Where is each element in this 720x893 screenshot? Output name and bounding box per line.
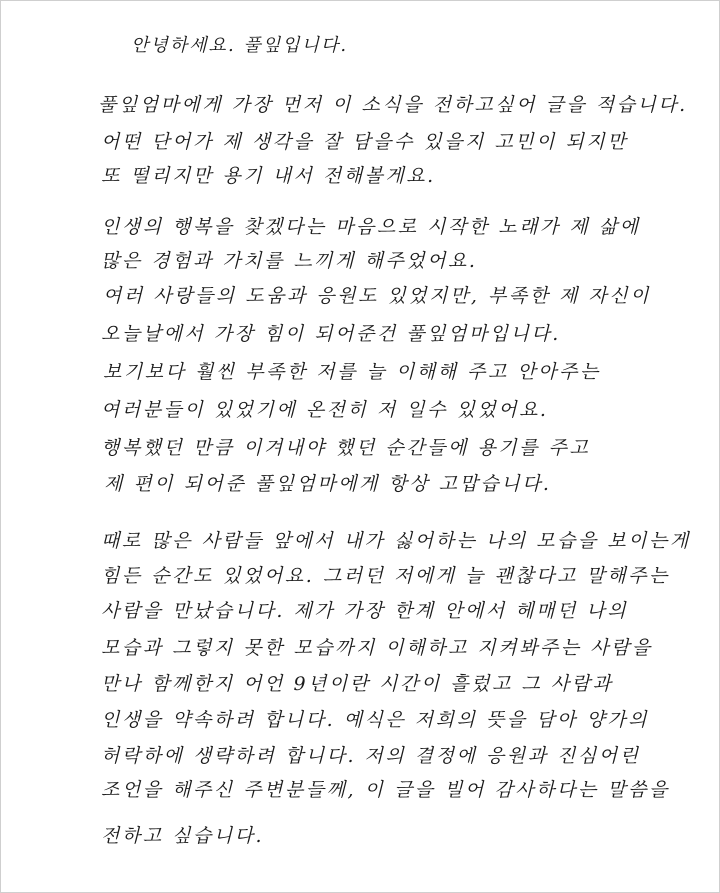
- paragraph-1-line: 풀잎엄마에게 가장 먼저 이 소식을 전하고싶어 글을 적습니다.: [98, 94, 688, 116]
- paragraph-1-line: 어떤 단어가 제 생각을 잘 담을수 있을지 고민이 되지만: [101, 131, 629, 153]
- paragraph-3-line: 인생을 약속하려 합니다. 예식은 저희의 뜻을 담아 양가의: [101, 709, 649, 731]
- paragraph-2-line: 인생의 행복을 찾겠다는 마음으로 시작한 노래가 제 삶에: [101, 216, 641, 238]
- paragraph-2-line: 보기보다 훨씬 부족한 저를 늘 이해해 주고 안아주는: [103, 361, 601, 383]
- paragraph-3-line: 만나 함께한지 어언 9년이란 시간이 흘렀고 그 사람과: [101, 673, 614, 695]
- paragraph-2-line: 오늘날에서 가장 힘이 되어준건 풀잎엄마입니다.: [101, 323, 561, 345]
- paragraph-2-line: 제 편이 되어준 풀잎엄마에게 항상 고맙습니다.: [104, 473, 552, 495]
- paragraph-3-line: 때로 많은 사람들 앞에서 내가 싫어하는 나의 모습을 보이는게: [101, 530, 691, 552]
- paragraph-2-line: 많은 경험과 가치를 느끼게 해주었어요.: [101, 250, 478, 272]
- paragraph-3-line: 사람을 만났습니다. 제가 가장 한계 안에서 헤매던 나의: [101, 600, 629, 622]
- paragraph-3-line: 모습과 그렇지 못한 모습까지 이해하고 지켜봐주는 사람을: [101, 637, 653, 659]
- greeting-line: 안녕하세요. 풀잎입니다.: [131, 35, 349, 56]
- paragraph-2-line: 행복했던 만큼 이겨내야 했던 순간들에 용기를 주고: [101, 437, 591, 459]
- paragraph-2-line: 여러 사랑들의 도움과 응원도 있었지만, 부족한 제 자신이: [103, 285, 651, 307]
- paragraph-3-line: 조언을 해주신 주변분들께, 이 글을 빌어 감사하다는 말씀을: [101, 779, 670, 801]
- paragraph-2-line: 여러분들이 있었기에 온전히 저 일수 있었어요.: [101, 399, 549, 421]
- paragraph-3-line: 힘든 순간도 있었어요. 그러던 저에게 늘 괜찮다고 말해주는: [101, 565, 670, 587]
- paragraph-1-line: 또 떨리지만 용기 내서 전해볼게요.: [101, 165, 436, 187]
- paragraph-3-line: 허락하에 생략하려 합니다. 저의 결정에 응원과 진심어린: [101, 745, 641, 767]
- paragraph-3-line: 전하고 싶습니다.: [101, 825, 265, 847]
